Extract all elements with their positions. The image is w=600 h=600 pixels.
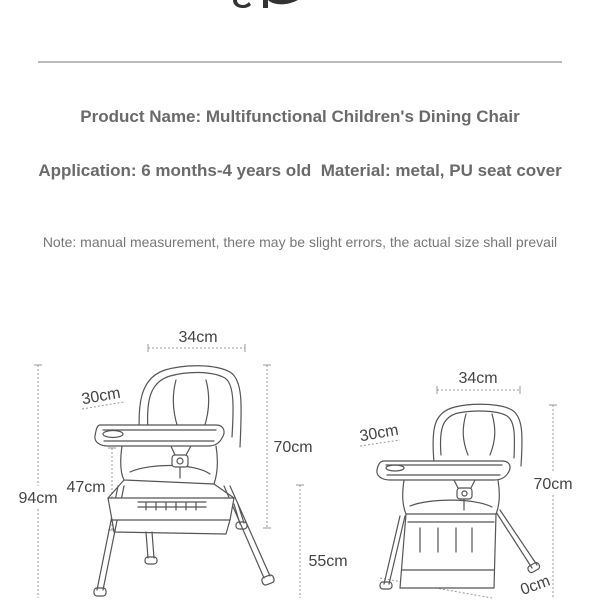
lc-base-box (400, 514, 496, 588)
lc-width-label: 34cm (458, 370, 498, 387)
measurement-note: Note: manual measurement, there may be slight errors, the actual size shall prevail (42, 234, 558, 250)
hc-seat-height-label: 47cm (66, 479, 106, 496)
hc-foot-front-center (145, 557, 157, 564)
hc-basket-bottom (112, 520, 230, 534)
hc-tray (95, 425, 224, 446)
title-glyph-fragment-left (233, 0, 251, 8)
title-glyph-fragment-bowl (268, 0, 298, 4)
hc-basket (108, 498, 234, 520)
hc-leg-height-label: 55cm (308, 553, 348, 570)
lc-seat-body (403, 480, 500, 514)
title-fragment (233, 0, 298, 8)
lc-backrest (433, 404, 522, 466)
low-chair-drawing (377, 404, 541, 589)
hc-harness-buckle (172, 455, 188, 467)
product-application: Application: 6 months-4 years old Material: metal, PU seat cover (38, 161, 562, 180)
lc-harness-buckle (457, 488, 472, 499)
hc-depth-label: 30cm (80, 384, 122, 409)
lc-depth-label: 30cm (358, 421, 400, 446)
product-name: Product Name: Multifunctional Children's Dining Chair (80, 107, 520, 126)
lc-foot-left (380, 582, 392, 589)
hc-width-label: 34cm (178, 329, 218, 346)
hc-total-height-label: 94cm (18, 490, 58, 507)
lc-height-label: 70cm (533, 476, 573, 493)
hc-leg-front-center (146, 532, 154, 558)
title-glyph-fragment-stem (263, 0, 268, 8)
lc-leg-right (496, 510, 537, 568)
hc-backrest-label: 70cm (273, 439, 313, 456)
hc-foot-front-left (94, 588, 106, 596)
lc-base-label: 0cm (518, 572, 553, 599)
